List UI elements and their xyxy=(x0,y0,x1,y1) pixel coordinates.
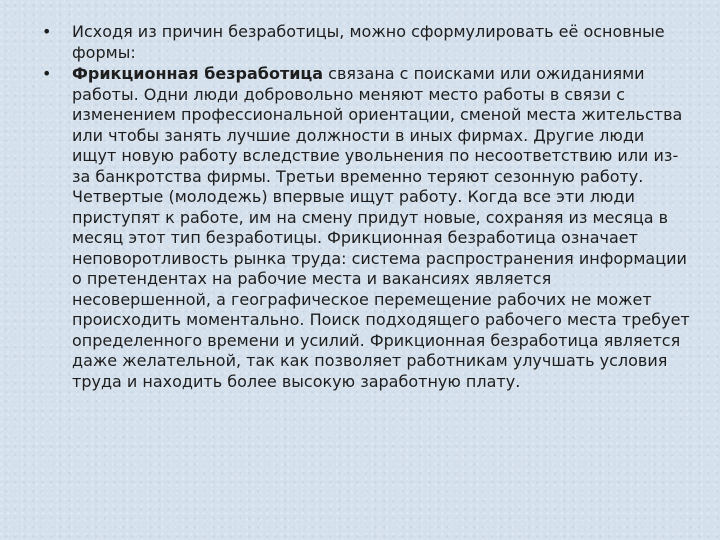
bullet-list xyxy=(42,22,692,393)
bullet-term: Фрикционная безработица xyxy=(72,64,324,83)
bullet-marker: • xyxy=(42,64,52,83)
bullet-marker: • xyxy=(42,22,52,41)
bullet-item xyxy=(42,64,692,392)
bullet-text: связана с поисками или ожиданиями работы. Одни люди добровольно меняют место работы в связи с изменением профессиональной ориентации, сменой места жительства или чтобы занять лучшие должности в иных фирмах. Другие люди ищут новую работу вследствие увольнения по несоответствию или из-за банкротства фирмы. Третьи временно теряют сезонную работу. Четвертые (молодежь) впервые ищут работу. Когда все эти люди приступят к работе, им на смену придут новые, сохраняя из месяца в месяц этот тип безработицы. Фрикционная безработица означает неповоротливость рынка труда: система распространения информации о претендентах на рабочие места и вакансиях является несовершенной, а географическое перемещение рабочих не может происходить моментально. Поиск подходящего рабочего места требует определенного времени и усилий. Фрикционная безработица является даже желательной, так как позволяет работникам улучшать условия труда и находить более высокую заработную плату. xyxy=(72,64,690,391)
bullet-text: Исходя из причин безработицы, можно сформулировать её основные формы: xyxy=(72,22,665,62)
bullet-item xyxy=(42,22,692,63)
